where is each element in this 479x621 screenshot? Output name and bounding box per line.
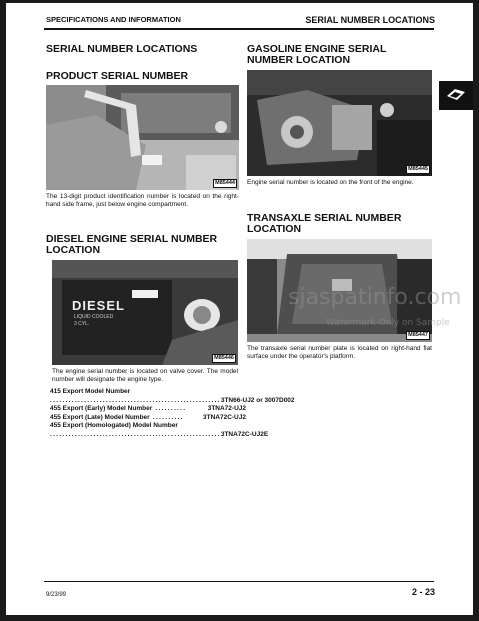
diesel-heading-line1: DIESEL ENGINE SERIAL NUMBER xyxy=(46,233,218,245)
transaxle-heading-line1: TRANSAXLE SERIAL NUMBER xyxy=(247,212,402,224)
model-label: 415 Export Model Number xyxy=(50,388,131,395)
diesel-label-sub2: 3 CYL. xyxy=(74,321,90,327)
diesel-engine-photo xyxy=(52,260,238,365)
model-value: 3TNA72C-UJ2E xyxy=(220,430,269,438)
leader-dots: .......... xyxy=(149,413,184,421)
header-rule xyxy=(44,28,434,30)
transaxle-caption: The transaxle serial number plate is located on right-hand flat surface under the operator's platform. xyxy=(247,345,432,360)
model-label: 455 Export (Late) Model Number xyxy=(50,413,150,421)
header-page-title: SERIAL NUMBER LOCATIONS xyxy=(305,15,435,25)
model-value-row xyxy=(50,430,269,440)
model-row xyxy=(50,414,246,423)
model-label-row xyxy=(50,388,246,397)
gasoline-engine-photo xyxy=(247,70,432,176)
diesel-label-word: DIESEL xyxy=(72,298,125,313)
footer-date: 9/23/99 xyxy=(46,592,67,598)
model-row xyxy=(50,405,246,414)
diesel-heading-line2: LOCATION xyxy=(46,244,101,256)
transaxle-heading-line2: LOCATION xyxy=(247,223,302,235)
diesel-label-sub1: LIQUID COOLED xyxy=(74,314,114,320)
tab-icon xyxy=(445,86,467,105)
manual-page xyxy=(6,3,473,615)
product-serial-caption: The 13-digit product identification number is located on the right-hand side frame, just below engine compartment. xyxy=(46,193,239,208)
figure-tag: M85444 xyxy=(215,180,235,186)
model-value-row xyxy=(50,396,295,406)
leader-dots: ....................................................... xyxy=(50,396,221,404)
figure-tag: M85447 xyxy=(408,332,428,338)
leader-dots: ....................................................... xyxy=(50,430,221,438)
diesel-caption: The engine serial number is located on valve cover. The model number will designate the engine type. xyxy=(52,368,238,383)
figure-tag: M85445 xyxy=(408,166,428,172)
footer-page-number: 2 - 23 xyxy=(411,587,435,597)
model-value: 3TNA72C-UJ2 xyxy=(203,413,246,421)
model-label: 455 Export (Early) Model Number xyxy=(50,405,153,412)
watermark-sample: Watermark Only on Sample xyxy=(326,318,450,328)
footer-rule xyxy=(44,581,434,582)
gasoline-caption: Engine serial number is located on the front of the engine. xyxy=(247,179,414,186)
header-section-title: SPECIFICATIONS AND INFORMATION xyxy=(46,15,181,24)
model-label: 455 Export (Homologated) Model Number xyxy=(50,422,178,429)
figure-tag: M85446 xyxy=(214,355,234,361)
model-value: 3TN66-UJ2 or 3007D002 xyxy=(220,396,295,404)
model-value: 3TNA72-UJ2 xyxy=(207,405,246,412)
section-tab xyxy=(439,81,473,110)
page-title: SERIAL NUMBER LOCATIONS xyxy=(46,43,198,55)
gasoline-heading-line2: NUMBER LOCATION xyxy=(247,54,351,66)
leader-dots: .......... xyxy=(152,405,187,412)
product-serial-heading: PRODUCT SERIAL NUMBER xyxy=(46,70,189,82)
product-serial-photo xyxy=(46,85,239,190)
diesel-model-list xyxy=(50,388,295,439)
watermark-site: sjaspatinfo.com xyxy=(288,285,462,310)
model-label-row xyxy=(50,422,246,431)
gasoline-heading-line1: GASOLINE ENGINE SERIAL xyxy=(247,43,387,55)
